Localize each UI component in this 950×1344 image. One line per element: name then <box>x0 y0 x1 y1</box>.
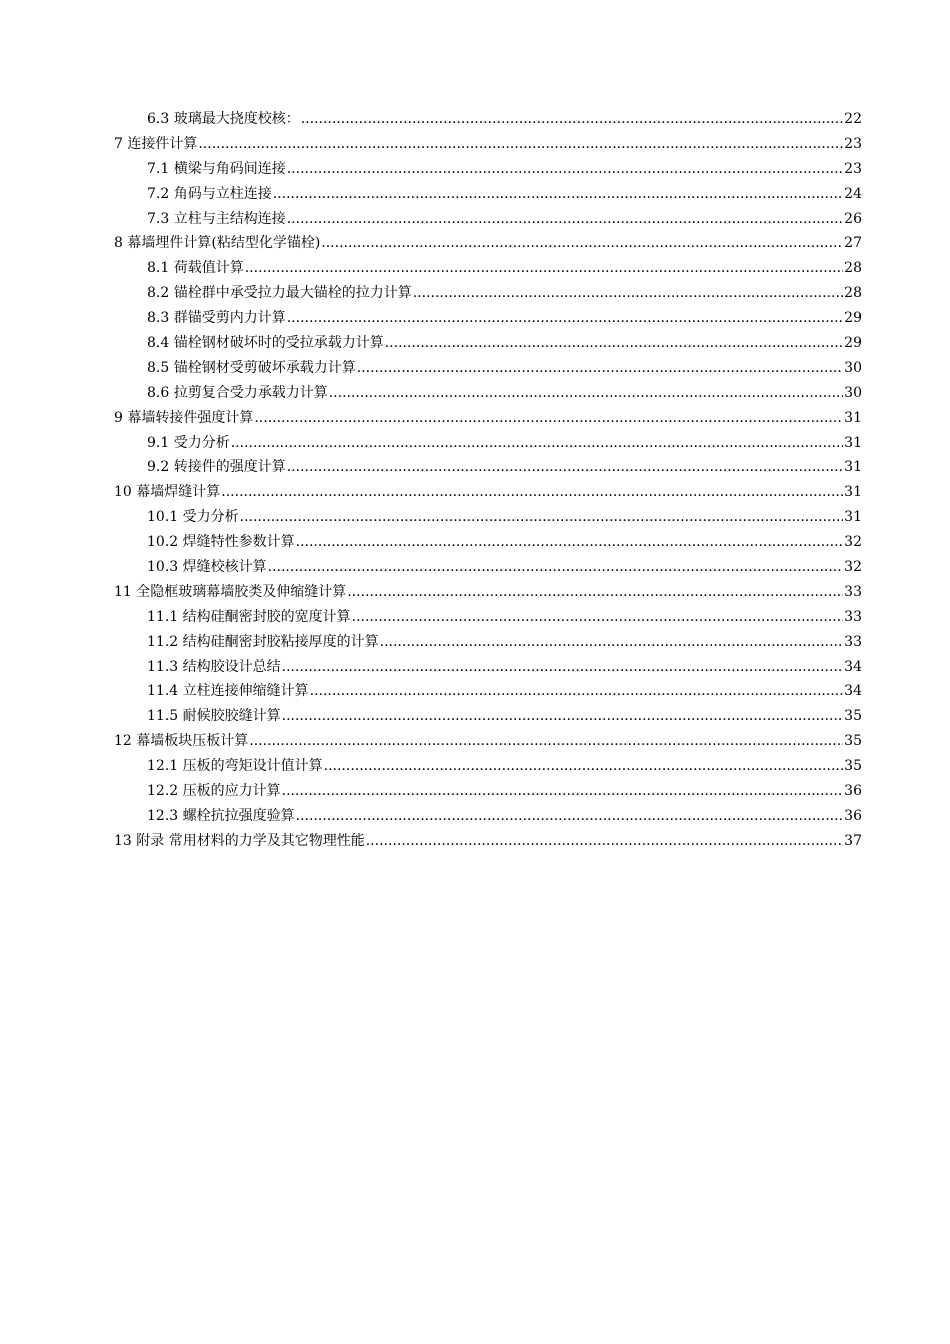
toc-entry[interactable] <box>114 207 862 232</box>
toc-entry[interactable] <box>114 256 862 281</box>
toc-entry-title: 8.2 锚栓群中承受拉力最大锚栓的拉力计算 <box>147 285 412 302</box>
toc-entry-title: 10.3 焊缝校核计算 <box>147 559 267 576</box>
toc-entry-title: 10 幕墙焊缝计算 <box>114 484 221 501</box>
toc-entry-page-number: 32 <box>844 534 862 551</box>
toc-entry-title: 7.3 立柱与主结构连接 <box>147 210 286 227</box>
toc-entry[interactable] <box>114 679 862 704</box>
toc-entry[interactable] <box>114 331 862 356</box>
toc-dot-leader <box>310 679 844 704</box>
toc-dot-leader <box>296 804 844 829</box>
toc-entry[interactable] <box>114 804 862 829</box>
toc-entry-page-number: 23 <box>844 160 862 177</box>
toc-dot-leader <box>287 157 843 182</box>
toc-dot-leader <box>324 754 844 779</box>
toc-entry-title: 12.1 压板的弯矩设计值计算 <box>147 758 323 775</box>
toc-entry-page-number: 29 <box>844 335 862 352</box>
toc-entry-page-number: 33 <box>844 608 862 625</box>
toc-entry-page-number: 37 <box>844 832 862 849</box>
table-of-contents <box>114 107 862 854</box>
toc-entry-page-number: 34 <box>844 683 862 700</box>
toc-entry[interactable] <box>114 182 862 207</box>
toc-entry-page-number: 28 <box>844 285 862 302</box>
toc-entry-page-number: 26 <box>844 210 862 227</box>
toc-entry[interactable] <box>114 505 862 530</box>
toc-entry-page-number: 32 <box>844 559 862 576</box>
toc-entry-page-number: 31 <box>844 509 862 526</box>
toc-dot-leader <box>221 480 843 505</box>
toc-entry-title: 10.2 焊缝特性参数计算 <box>147 534 295 551</box>
toc-entry-title: 12.2 压板的应力计算 <box>147 783 281 800</box>
toc-dot-leader <box>254 406 843 431</box>
toc-entry-page-number: 27 <box>844 235 862 252</box>
toc-entry-title: 7.1 横梁与角码间连接 <box>147 160 286 177</box>
toc-entry-title: 11.5 耐候胶胶缝计算 <box>147 708 281 725</box>
toc-dot-leader <box>282 704 844 729</box>
toc-dot-leader <box>282 655 844 680</box>
toc-entry[interactable] <box>114 306 862 331</box>
toc-entry-title: 12.3 螺栓抗拉强度验算 <box>147 807 295 824</box>
toc-entry-page-number: 35 <box>844 733 862 750</box>
toc-entry[interactable] <box>114 829 862 854</box>
toc-entry-page-number: 23 <box>844 135 862 152</box>
toc-dot-leader <box>366 829 843 854</box>
toc-entry-title: 8.4 锚栓钢材破坏时的受拉承载力计算 <box>147 335 384 352</box>
toc-entry[interactable] <box>114 580 862 605</box>
toc-entry-page-number: 33 <box>844 583 862 600</box>
toc-entry-page-number: 30 <box>844 359 862 376</box>
toc-entry[interactable] <box>114 704 862 729</box>
toc-entry-title: 9.2 转接件的强度计算 <box>147 459 286 476</box>
toc-entry[interactable] <box>114 779 862 804</box>
toc-entry-page-number: 29 <box>844 310 862 327</box>
toc-entry[interactable] <box>114 605 862 630</box>
toc-dot-leader <box>249 729 843 754</box>
toc-dot-leader <box>385 331 843 356</box>
toc-entry[interactable] <box>114 455 862 480</box>
toc-dot-leader <box>413 281 843 306</box>
toc-entry-title: 13 附录 常用材料的力学及其它物理性能 <box>114 832 365 849</box>
toc-entry-title: 7.2 角码与立柱连接 <box>147 185 272 202</box>
toc-dot-leader <box>268 555 844 580</box>
toc-entry[interactable] <box>114 729 862 754</box>
toc-dot-leader <box>321 231 843 256</box>
toc-entry-page-number: 31 <box>844 459 862 476</box>
toc-dot-leader <box>198 132 843 157</box>
toc-entry[interactable] <box>114 655 862 680</box>
toc-entry-page-number: 28 <box>844 260 862 277</box>
toc-entry-title: 11.3 结构胶设计总结 <box>147 658 281 675</box>
toc-entry[interactable] <box>114 630 862 655</box>
toc-entry[interactable] <box>114 157 862 182</box>
toc-entry-page-number: 31 <box>844 434 862 451</box>
toc-entry[interactable] <box>114 530 862 555</box>
toc-entry[interactable] <box>114 281 862 306</box>
toc-dot-leader <box>352 605 844 630</box>
toc-entry-title: 10.1 受力分析 <box>147 509 239 526</box>
toc-dot-leader <box>329 381 843 406</box>
toc-entry-page-number: 36 <box>844 807 862 824</box>
toc-dot-leader <box>240 505 844 530</box>
toc-entry-page-number: 31 <box>844 484 862 501</box>
toc-dot-leader <box>273 182 843 207</box>
toc-entry-page-number: 22 <box>844 111 862 127</box>
toc-entry-page-number: 35 <box>844 758 862 775</box>
toc-entry-title: 8.6 拉剪复合受力承载力计算 <box>147 384 328 401</box>
toc-entry-title: 8.3 群锚受剪内力计算 <box>147 310 286 327</box>
toc-entry-title: 11.4 立柱连接伸缩缝计算 <box>147 683 309 700</box>
toc-entry-page-number: 36 <box>844 783 862 800</box>
toc-entry[interactable] <box>114 107 862 132</box>
toc-entry-title: 11.1 结构硅酮密封胶的宽度计算 <box>147 608 351 625</box>
toc-dot-leader <box>301 107 843 132</box>
toc-dot-leader <box>347 580 843 605</box>
toc-entry-title: 8 幕墙埋件计算(粘结型化学锚栓) <box>114 235 321 252</box>
toc-entry[interactable] <box>114 132 862 157</box>
toc-dot-leader <box>245 256 843 281</box>
toc-entry-title: 11 全隐框玻璃幕墙胶类及伸缩缝计算 <box>114 583 347 600</box>
toc-entry[interactable] <box>114 555 862 580</box>
toc-dot-leader <box>296 530 844 555</box>
toc-dot-leader <box>287 306 843 331</box>
toc-entry-title: 8.1 荷载值计算 <box>147 260 244 277</box>
toc-dot-leader <box>357 356 843 381</box>
toc-entry-page-number: 35 <box>844 708 862 725</box>
toc-entry[interactable] <box>114 406 862 431</box>
toc-entry-page-number: 34 <box>844 658 862 675</box>
toc-entry-title: 6.3 玻璃最大挠度校核： <box>147 111 300 127</box>
toc-entry-page-number: 30 <box>844 384 862 401</box>
toc-dot-leader <box>231 431 843 456</box>
toc-entry[interactable] <box>114 480 862 505</box>
toc-entry-title: 8.5 锚栓钢材受剪破坏承载力计算 <box>147 359 356 376</box>
toc-dot-leader <box>282 779 844 804</box>
toc-dot-leader <box>287 455 843 480</box>
toc-entry-title: 12 幕墙板块压板计算 <box>114 733 249 750</box>
toc-entry[interactable] <box>114 231 862 256</box>
toc-entry[interactable] <box>114 431 862 456</box>
toc-entry-title: 9.1 受力分析 <box>147 434 230 451</box>
toc-entry[interactable] <box>114 356 862 381</box>
toc-entry[interactable] <box>114 754 862 779</box>
toc-entry[interactable] <box>114 381 862 406</box>
toc-entry-title: 11.2 结构硅酮密封胶粘接厚度的计算 <box>147 633 379 650</box>
toc-entry-title: 9 幕墙转接件强度计算 <box>114 409 254 426</box>
toc-entry-page-number: 24 <box>844 185 862 202</box>
toc-entry-page-number: 31 <box>844 409 862 426</box>
toc-dot-leader <box>380 630 844 655</box>
toc-dot-leader <box>287 207 843 232</box>
toc-entry-page-number: 33 <box>844 633 862 650</box>
toc-entry-title: 7 连接件计算 <box>114 135 198 152</box>
